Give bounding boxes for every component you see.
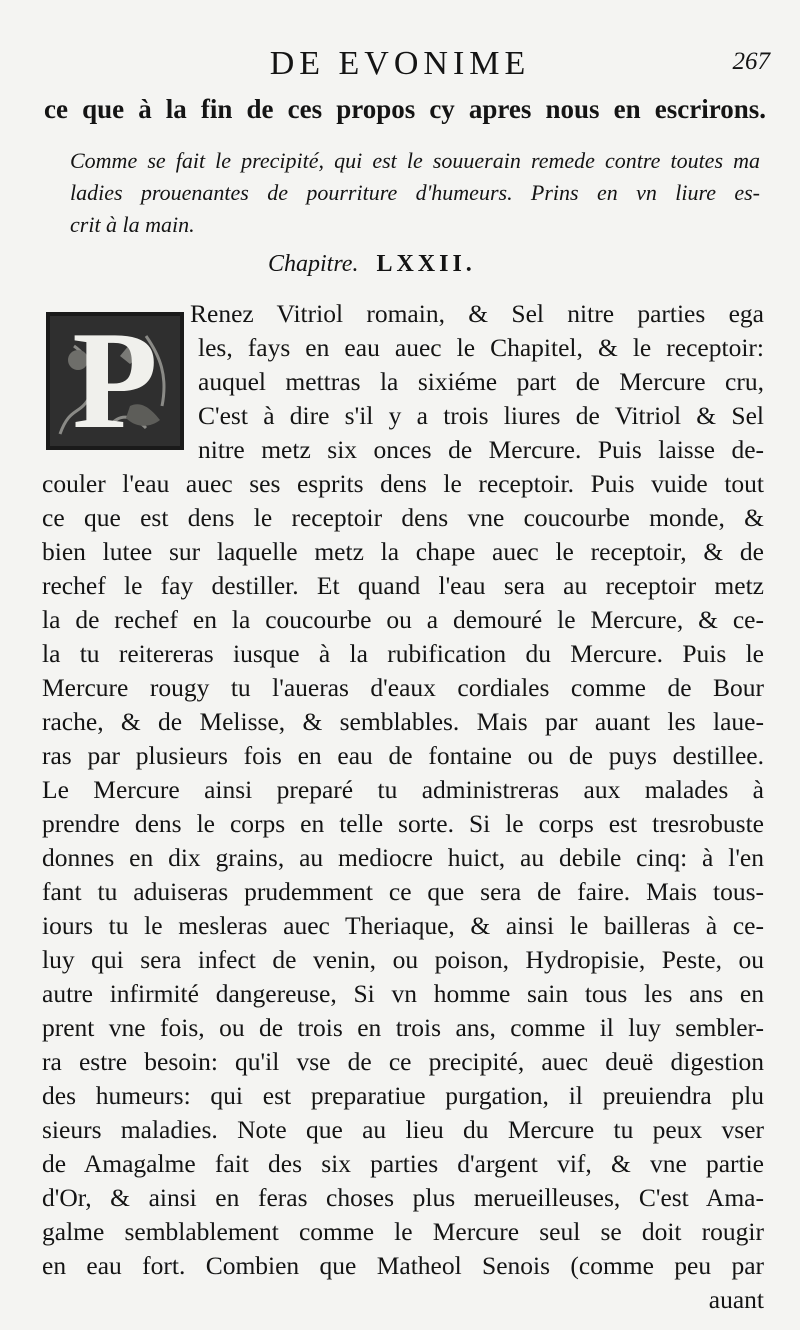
text-line: prent vne fois, ou de trois en trois ans, comme il luy sembler- (42, 1013, 764, 1042)
text-line: galme semblablement comme le Mercure seul se doit rougir (42, 1217, 764, 1246)
text-line: donnes en dix grains, au mediocre huict, au debile cinq: à l'en (42, 843, 764, 872)
text-line: la tu reitereras iusque à la rubification du Mercure. Puis le (42, 639, 764, 668)
text-line: C'est à dire s'il y a trois liures de Vitriol & Sel (198, 401, 764, 430)
dropcap-letter: P (72, 303, 158, 458)
rubric-line: crit à la main. (70, 212, 195, 237)
text-line: Mercure rougy tu l'aueras d'eaux cordiales comme de Bour (42, 673, 764, 702)
text-line: luy qui sera infect de venin, ou poison, Hydropisie, Peste, ou (42, 945, 764, 974)
text-line: ras par plusieurs fois en eau de fontaine ou de puys destillee. (42, 741, 764, 770)
text-line: Le Mercure ainsi preparé tu administreras aux malades à (42, 775, 764, 804)
text-line: la de rechef en la coucourbe ou a demouré le Mercure, & ce- (42, 605, 764, 634)
text-line: Renez Vitriol romain, & Sel nitre parties ega (190, 299, 764, 328)
text-line: d'Or, & ainsi en feras choses plus merueilleuses, C'est Ama- (42, 1183, 764, 1212)
chapter-label: Chapitre. (268, 251, 359, 277)
text-line: de Amagalme fait des six parties d'argent vif, & vne partie (42, 1149, 764, 1178)
text-line: rechef le fay destiller. Et quand l'eau sera au receptoir metz (42, 571, 764, 600)
text-line: bien lutee sur laquelle metz la chape auec le receptoir, & de (42, 537, 764, 566)
text-line: ra estre besoin: qu'il vse de ce precipité, auec deuë digestion (42, 1047, 764, 1076)
text-line: les, fays en eau auec le Chapitel, & le receptoir: (198, 333, 764, 362)
text-line: couler l'eau auec ses esprits dens le receptoir. Puis vuide tout (42, 469, 764, 498)
chapter-heading (268, 248, 588, 280)
text-line: ce que est dens le receptoir dens vne coucourbe monde, & (42, 503, 764, 532)
text-line: fant tu aduiseras prudemment ce que sera de faire. Mais tous- (42, 877, 764, 906)
text-line: prendre dens le corps en telle sorte. Si le corps est tresrobuste (42, 809, 764, 838)
chapter-number: LXXII. (376, 251, 476, 277)
text-line: iours tu le mesleras auec Theriaque, & ainsi le bailleras à ce- (42, 911, 764, 940)
text-line-continuation: ce que à la fin de ces propos cy apres nous en escrirons. (44, 94, 766, 124)
page-header (0, 42, 800, 92)
text-line: nitre metz six onces de Mercure. Puis laisse de- (198, 435, 764, 464)
running-title: DE EVONIME (269, 45, 531, 82)
page-number: 267 (732, 48, 770, 75)
text-line: des humeurs: qui est preparatiue purgation, il preuiendra plu (42, 1081, 764, 1110)
text-line: en eau fort. Combien que Matheol Senois (comme peu par (42, 1251, 764, 1280)
decorated-initial (46, 303, 184, 458)
text-line: autre infirmité dangereuse, Si vn homme sain tous les ans en (42, 979, 764, 1008)
rubric-line: Comme se fait le precipité, qui est le souuerain remede contre toutes ma (70, 148, 760, 173)
text-line: sieurs maladies. Note que au lieu du Mercure tu peux vser (42, 1115, 764, 1144)
text-line: rache, & de Melisse, & semblables. Mais par auant les laue- (42, 707, 764, 736)
text-line: auquel mettras la sixiéme part de Mercure cru, (198, 367, 764, 396)
catchword: auant (708, 1285, 764, 1314)
rubric-line: ladies prouenantes de pourriture d'humeurs. Prins en vn liure es- (70, 180, 760, 205)
